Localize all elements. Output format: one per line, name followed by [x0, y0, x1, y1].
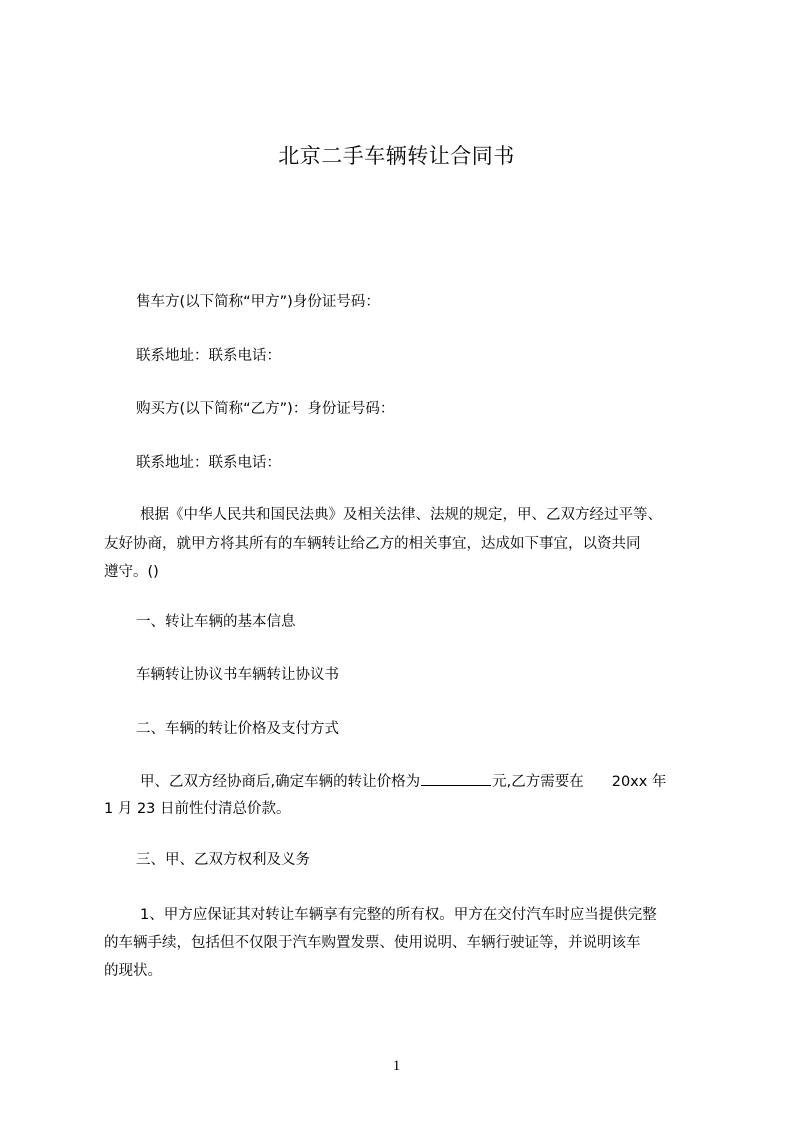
buyer-id-line: 购买方(以下简称“乙方”)：身份证号码：	[136, 401, 395, 417]
section3-item1-line-1: 1、甲方应保证其对转让车辆享有完整的所有权。甲方在交付汽车时应当提供完整	[140, 907, 657, 923]
page-number: 1	[392, 1058, 401, 1074]
section3-item1-line-3: 的现状。	[104, 963, 162, 979]
section3-item1-line-2: 的车辆手续，包括但不仅限于汽车购置发票、使用说明、车辆行驶证等，并说明该车	[104, 935, 641, 951]
section1-heading: 一、转让车辆的基本信息	[136, 614, 296, 630]
price-line-1-year: 20xx 年	[611, 774, 667, 790]
section3-heading: 三、甲、乙双方权利及义务	[136, 852, 310, 868]
price-line-2: 1 月 23 日前性付清总价款。	[104, 801, 291, 817]
section1-content: 车辆转让协议书车辆转让协议书	[136, 667, 339, 683]
price-blank[interactable]	[421, 771, 491, 786]
seller-id-line: 售车方(以下简称“甲方”)身份证号码：	[136, 294, 380, 310]
document-title: 北京二手车辆转让合同书	[278, 144, 515, 168]
seller-contact-line: 联系地址：联系电话：	[136, 348, 281, 364]
intro-line-2: 友好协商，就甲方将其所有的车辆转让给乙方的相关事宜，达成如下事宜，以资共同	[104, 536, 641, 552]
price-line-1	[140, 771, 666, 792]
intro-line-1: 根据《中华人民共和国民法典》及相关法律、法规的规定，甲、乙双方经过平等、	[140, 507, 662, 523]
price-line-1-middle: 元,乙方需要在	[492, 774, 584, 790]
section2-heading: 二、车辆的转让价格及支付方式	[136, 721, 339, 737]
buyer-contact-line: 联系地址：联系电话：	[136, 455, 281, 471]
intro-line-3: 遵守。()	[104, 564, 159, 580]
price-line-1-prefix: 甲、乙双方经协商后,确定车辆的转让价格为	[140, 774, 421, 790]
